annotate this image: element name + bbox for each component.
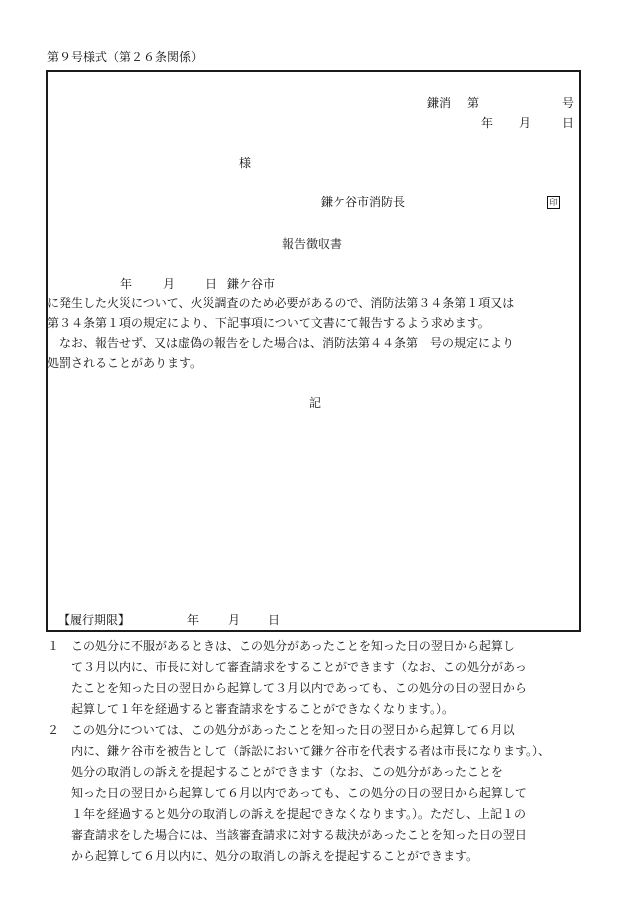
fire-date-month: 月: [163, 277, 176, 291]
note-line: この処分については、この処分があったことを知った日の翌日から起算して６月以: [71, 723, 515, 737]
seal-icon: 印: [547, 196, 560, 209]
body-line-3: なお、報告せず、又は虚偽の報告をした場合は、消防法第４４条第 号の規定により: [47, 336, 515, 350]
fire-date-day: 日: [205, 277, 218, 291]
deadline-label: 【履行期限】: [58, 613, 131, 627]
note-line: て３月以内に、市長に対して審査請求をすることができます（なお、この処分があっ: [71, 660, 527, 674]
note-line: 審査請求をした場合には、当該審査請求に対する裁決があったことを知った日の翌日: [71, 828, 527, 842]
note-line: 知った日の翌日から起算して６月以内であっても、この処分の日の翌日から起算して: [71, 786, 527, 800]
note-line: 起算して１年を経過すると審査請求をすることができなくなります。）。: [71, 702, 455, 716]
notes-section: [47, 636, 587, 867]
doc-date-year: 年: [481, 116, 494, 130]
deadline-day: 日: [268, 613, 281, 627]
note-line: 処分の取消しの訴えを提起することができます（なお、この処分があったことを: [71, 765, 503, 779]
fire-city: 鎌ケ谷市: [227, 277, 276, 291]
note-line: から起算して６月以内に、処分の取消しの訴えを提起することができます。: [71, 849, 479, 863]
note-item: [47, 636, 587, 720]
recipient-honorific: 様: [239, 156, 252, 170]
note-item: [47, 720, 587, 867]
note-line: 内に、鎌ケ谷市を被告として（訴訟において鎌ケ谷市を代表する者は市長になります。）、: [71, 744, 551, 758]
document-title: 報告徴収書: [282, 237, 343, 251]
doc-number-prefix: 鎌消: [427, 96, 452, 110]
fire-date-year: 年: [120, 277, 133, 291]
note-line: たことを知った日の翌日から起算して３月以内であっても、この処分の日の翌日から: [71, 681, 527, 695]
form-label: 第９号様式（第２６条関係）: [47, 50, 204, 64]
note-text: [71, 720, 550, 867]
issuer-seal: [547, 194, 560, 210]
note-line: １年を経過すると処分の取消しの訴えを提起できなくなります。）。ただし、上記１の: [71, 807, 527, 821]
note-number: ２: [47, 723, 60, 737]
body-line-2: 第３４条第１項の規定により、下記事項について文書にて報告するよう求めます。: [47, 316, 490, 330]
doc-number-dai: 第: [467, 96, 480, 110]
body-line-4: 処罰されることがあります。: [47, 356, 203, 370]
deadline-year: 年: [187, 613, 200, 627]
note-line: この処分に不服があるときは、この処分があったことを知った日の翌日から起算し: [71, 639, 515, 653]
body-line-1: に発生した火災について、火災調査のため必要があるので、消防法第３４条第１項又は: [47, 296, 515, 310]
doc-date-month: 月: [519, 116, 532, 130]
issuer-name: 鎌ケ谷市消防長: [321, 195, 406, 209]
doc-number-go: 号: [562, 96, 575, 110]
note-number: １: [47, 639, 60, 653]
note-text: [71, 636, 527, 720]
deadline-month: 月: [228, 613, 241, 627]
ki-marker: 記: [309, 396, 322, 410]
doc-date-day: 日: [562, 116, 575, 130]
